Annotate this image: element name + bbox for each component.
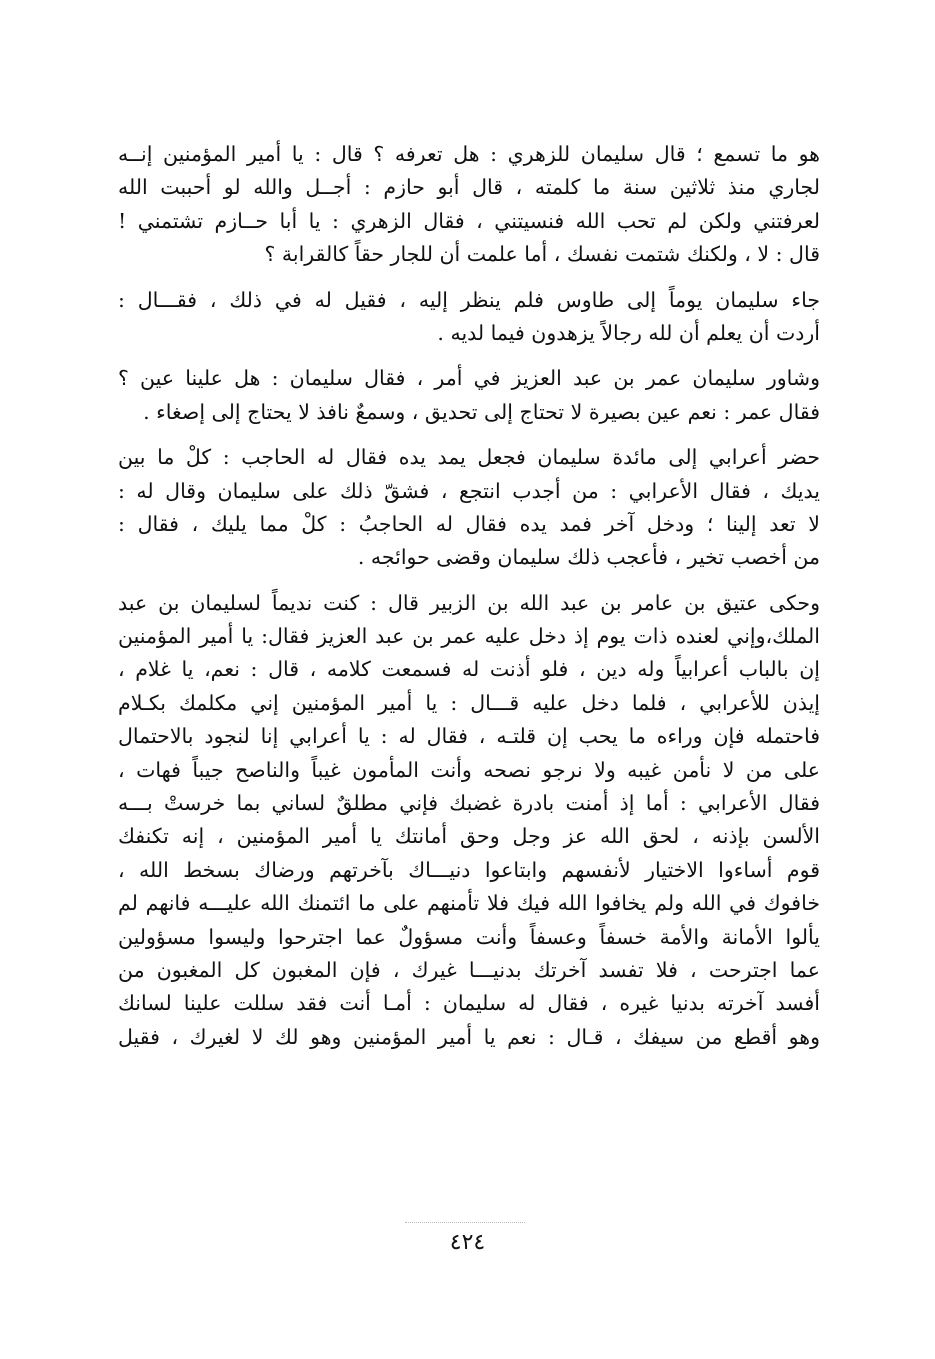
text-line: إن بالباب أعرابياً وله دين ، فلو أذنت له فسمعت كلامه ، قال : نعم، يا غلام ،: [118, 657, 820, 682]
text-line: خافوك في الله ولم يخافوا الله فيك فلا تأمنهم على ما ائتمنك الله عليـــه فانهم لم: [118, 891, 820, 916]
text-line: أردت أن يعلم أن لله رجالاً يزهدون فيما لديه .: [437, 320, 820, 345]
text-line: فقال عمر : نعم عين بصيرة لا تحتاج إلى تحديق ، وسمعٌ نافذ لا يحتاج إلى إصغاء .: [143, 399, 820, 424]
text-line: هو ما تسمع ؛ قال سليمان للزهري : هل تعرفه ؟ قال : يا أمير المؤمنين إنــه: [118, 142, 820, 166]
text-line: أفسد آخرته بدنيا غيره ، فقال له سليمان : أمـا أنت فقد سللت علينا لسانك: [118, 991, 820, 1016]
text-line: لا تعد إلينا ؛ ودخل آخر فمد يده فقال له الحاجبُ : كلْ مما يليك ، فقال :: [118, 511, 820, 536]
paragraph-umar: [118, 362, 820, 429]
text-line: جاء سليمان يوماً إلى طاوس فلم ينظر إليه ، فقيل له في ذلك ، فقـــال :: [118, 287, 820, 312]
text-line: وشاور سليمان عمر بن عبد العزيز في أمر ، فقال سليمان : هل علينا عين ؟: [118, 366, 820, 391]
text-line: يألوا الأمانة والأمة خسفاً وعسفاً وأنت مسؤولٌ عما اجترحوا وليسوا مسؤولين: [118, 924, 820, 949]
paragraph-atiq: [118, 587, 820, 1054]
text-line: قال : لا ، ولكنك شتمت نفسك ، أما علمت أن للجار حقاً كالقرابة ؟: [264, 242, 820, 267]
text-line: لجاري منذ ثلاثين سنة ما كلمته ، قال أبو حازم : أجــل والله لو أحببت الله: [118, 175, 820, 200]
text-line: من أخصب تخير ، فأعجب ذلك سليمان وقضى حوائجه .: [357, 545, 820, 570]
paragraph-tawus: [118, 284, 820, 351]
text-line: لعرفتني ولكن لم تحب الله فنسيتني ، فقال الزهري : يا أبا حــازم تشتمني !: [118, 208, 820, 233]
text-line: يديك ، فقال الأعرابي : من أجدب انتجع ، فشقّ ذلك على سليمان وقال له :: [118, 478, 820, 503]
text-line: على من لا نأمن غيبه ولا نرجو نصحه وأنت المأمون غيباً والناصح جيباً فهات ،: [118, 757, 820, 782]
text-line: عما اجترحت ، فلا تفسد آخرتك بدنيـــا غيرك ، فإن المغبون كل المغبون من: [118, 957, 820, 982]
text-line: فقال الأعرابي : أما إذ أمنت بادرة غضبك فإني مطلقٌ لساني بما خرستْ بـــه: [118, 791, 820, 816]
document-body: [118, 138, 820, 1066]
text-line: الألسن بإذنه ، لحق الله عز وجل وحق أمانتك يا أمير المؤمنين ، إنه تكنفك: [118, 824, 820, 849]
page-divider: [405, 1222, 525, 1224]
text-line: وهو أقطع من سيفك ، قـال : نعم يا أمير المؤمنين وهو لك لا لغيرك ، فقيل: [118, 1024, 820, 1049]
paragraph-zuhri: [118, 138, 820, 272]
paragraph-bedouin-table: [118, 441, 820, 575]
text-line: فاحتمله فإن وراءه ما يحب إن قلتـه ، فقال له : يا أعرابي إنا لنجود بالاحتمال: [118, 724, 820, 749]
text-line: وحكى عتيق بن عامر بن عبد الله بن الزبير قال : كنت نديماً لسليمان بن عبد: [118, 590, 820, 615]
page-number: ٤٢٤: [449, 1230, 486, 1255]
text-line: قوم أساءوا الاختيار لأنفسهم وابتاعوا دنيـــاك بآخرتهم ورضاك بسخط الله ،: [118, 857, 820, 882]
text-line: حضر أعرابي إلى مائدة سليمان فجعل يمد يده فقال له الحاجب : كلْ ما بين: [118, 445, 820, 470]
text-line: الملك،وإني لعنده ذات يوم إذ دخل عليه عمر بن عبد العزيز فقال: يا أمير المؤمنين: [118, 624, 820, 649]
text-line: إيذن للأعرابي ، فلما دخل عليه قـــال : يا أمير المؤمنين إني مكلمك بكـلام: [118, 690, 820, 715]
